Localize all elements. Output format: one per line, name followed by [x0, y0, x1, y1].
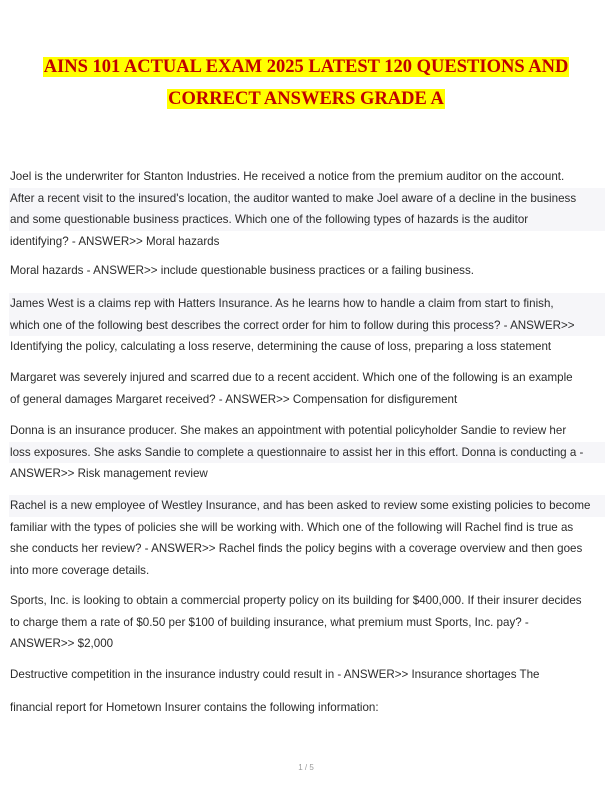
paragraph-line: loss exposures. She asks Sandie to complete a questionnaire to assist her in this effort. Donna is conducting a - — [9, 442, 605, 464]
paragraph-line: ANSWER>> $2,000 — [10, 637, 114, 650]
page-number: 1 / 5 — [298, 763, 314, 772]
paragraph-line: Margaret was severely injured and scarred due to a recent accident. Which one of the following is an example — [10, 371, 573, 384]
title-highlight-2: CORRECT ANSWERS GRADE A — [168, 89, 444, 109]
paragraph-line: Rachel is a new employee of Westley Insurance, and has been asked to review some existing policies to become — [9, 495, 605, 517]
qa-paragraph-4 — [9, 367, 605, 410]
qa-paragraph-8 — [9, 664, 605, 686]
paragraph-line: and some questionable business practices. Which one of the following types of hazards is the auditor — [9, 209, 605, 231]
document-title-line-2 — [0, 88, 612, 110]
paragraph-line: Identifying the policy, calculating a loss reserve, determining the cause of loss, preparing a loss statement — [10, 340, 552, 353]
paragraph-line: Joel is the underwriter for Stanton Industries. He received a notice from the premium auditor on the account. — [10, 170, 565, 183]
paragraph-line: which one of the following best describes the correct order for him to follow during this process? - ANSWER>> — [9, 315, 605, 337]
document-title-line-1 — [0, 56, 612, 78]
qa-paragraph-2 — [9, 260, 605, 282]
qa-paragraph-6 — [9, 495, 605, 581]
qa-paragraph-7 — [9, 590, 605, 655]
qa-paragraph-5 — [9, 420, 605, 485]
paragraph-line: Destructive competition in the insurance industry could result in - ANSWER>> Insurance shortages The — [10, 668, 540, 681]
title-highlight-1: AINS 101 ACTUAL EXAM 2025 LATEST 120 QUESTIONS AND — [43, 57, 569, 77]
paragraph-line: of general damages Margaret received? - ANSWER>> Compensation for disfigurement — [10, 392, 458, 406]
qa-paragraph-1 — [9, 166, 605, 252]
paragraph-line: Donna is an insurance producer. She makes an appointment with potential policyholder Sandie to review her — [10, 424, 567, 437]
paragraph-line: After a recent visit to the insured's location, the auditor wanted to make Joel aware of a decline in the business — [9, 188, 605, 210]
paragraph-line: to charge them a rate of $0.50 per $100 of building insurance, what premium must Sports, Inc. pay? - — [10, 615, 529, 629]
paragraph-line: financial report for Hometown Insurer contains the following information: — [10, 701, 379, 714]
paragraph-line: into more coverage details. — [10, 563, 150, 577]
paragraph-line: Sports, Inc. is looking to obtain a commercial property policy on its building for $400,000. If their insurer decides — [10, 594, 582, 607]
paragraph-line: she conducts her review? - ANSWER>> Rachel finds the policy begins with a coverage overview and then goes — [10, 542, 583, 555]
paragraph-line: Moral hazards - ANSWER>> include questionable business practices or a failing business. — [10, 264, 474, 277]
paragraph-line: identifying? - ANSWER>> Moral hazards — [10, 234, 220, 248]
qa-paragraph-3 — [9, 293, 605, 358]
paragraph-line: James West is a claims rep with Hatters Insurance. As he learns how to handle a claim from start to finish, — [9, 293, 605, 315]
qa-paragraph-9 — [9, 697, 605, 719]
paragraph-line: familiar with the types of policies she will be working with. Which one of the following will Rachel find is true as — [10, 520, 574, 534]
paragraph-line: ANSWER>> Risk management review — [10, 467, 208, 480]
